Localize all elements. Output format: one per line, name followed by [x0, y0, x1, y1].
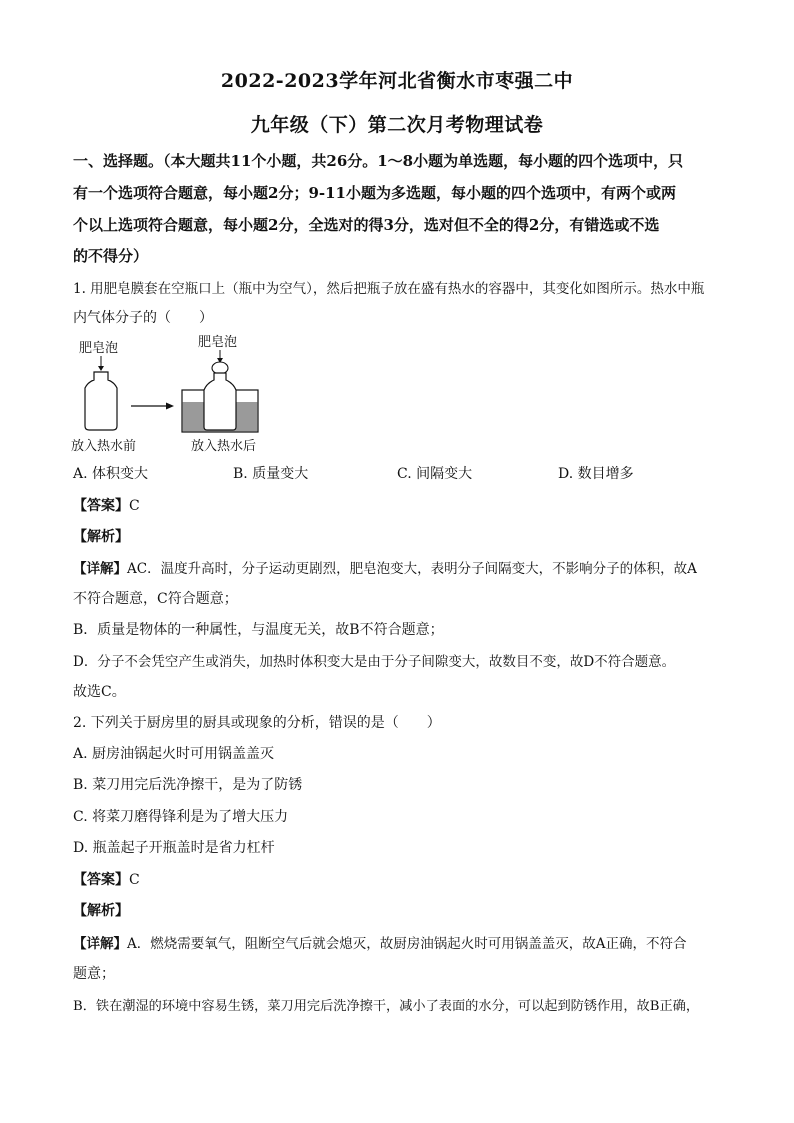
bottle-diagram — [70, 330, 300, 456]
answer-value: C — [129, 872, 140, 888]
q2-option-b: B. 菜刀用完后洗净擦干，是为了防锈 — [73, 777, 303, 793]
q2-detail-line — [73, 932, 723, 952]
exam-title-line1: 2022-2023学年河北省衡水市枣强二中 — [220, 70, 574, 92]
bottle-after-icon — [204, 373, 236, 430]
figure-label-soap-bubble-before: 肥皂泡 — [79, 341, 119, 356]
bottle-before-icon — [85, 372, 117, 430]
q1-stem-line: 1. 用肥皂膜套在空瓶口上（瓶中为空气），然后把瓶子放在盛有热水的容器中，其变化如图所示。热水中瓶 — [73, 281, 705, 297]
q2-detail-line: B．铁在潮湿的环境中容易生锈，菜刀用完后洗净擦干，减小了表面的水分，可以起到防锈作用，故B正确， — [73, 999, 700, 1014]
figure-caption-before: 放入热水前 — [71, 439, 137, 454]
q2-option-d: D. 瓶盖起子开瓶盖时是省力杠杆 — [73, 840, 275, 856]
q2-analysis-tag — [73, 900, 723, 920]
analysis-tag: 【解析】 — [73, 903, 129, 919]
q1-detail-line — [73, 557, 723, 577]
soap-bubble-icon — [212, 362, 228, 374]
q1-option-b: B. 质量变大 — [233, 466, 309, 482]
q1-option-c: C. 间隔变大 — [397, 466, 473, 482]
q1-figure — [70, 330, 300, 456]
answer-tag: 【答案】 — [73, 498, 129, 514]
q2-detail-line: 题意； — [73, 966, 115, 982]
q1-analysis-tag — [73, 526, 723, 546]
q1-answer — [73, 495, 723, 515]
q1-options — [73, 463, 723, 483]
q1-detail-line: 不符合题意，C符合题意； — [73, 591, 238, 607]
q2-stem: 2. 下列关于厨房里的厨具或现象的分析，错误的是（ ） — [73, 715, 441, 731]
figure-caption-after: 放入热水后 — [191, 439, 257, 454]
q1-option-d: D. 数目增多 — [558, 466, 634, 482]
answer-value: C — [129, 498, 140, 514]
detail-text: AC．温度升高时，分子运动更剧烈，肥皂泡变大，表明分子间隔变大，不影响分子的体积，故A — [127, 561, 697, 577]
section-intro-line: 一、选择题。（本大题共11个小题，共26分。1～8小题为单选题，每小题的四个选项中，只 — [73, 152, 684, 170]
answer-tag: 【答案】 — [73, 872, 129, 888]
figure-label-soap-bubble-after: 肥皂泡 — [198, 335, 238, 350]
q1-stem-line: 内气体分子的（ ） — [73, 310, 213, 326]
q1-detail-line: 故选C。 — [73, 684, 126, 700]
q1-detail-line: B．质量是物体的一种属性，与温度无关，故B不符合题意； — [73, 622, 444, 638]
detail-text: A．燃烧需要氧气，阻断空气后就会熄灭，故厨房油锅起火时可用锅盖盖灭，故A正确，不符合 — [127, 936, 687, 952]
section-intro-line: 个以上选项符合题意，每小题2分，全选对的得3分，选对但不全的得2分，有错选或不选 — [73, 216, 660, 234]
detail-tag: 【详解】 — [73, 561, 127, 577]
analysis-tag: 【解析】 — [73, 529, 129, 545]
section-intro-line: 有一个选项符合题意，每小题2分；9-11小题为多选题，每小题的四个选项中，有两个或两 — [73, 184, 676, 202]
q2-answer — [73, 869, 723, 889]
exam-title-line2: 九年级（下）第二次月考物理试卷 — [250, 114, 544, 136]
arrow-right-icon — [166, 403, 174, 410]
q1-option-a: A. 体积变大 — [73, 466, 149, 482]
arrow-head-icon — [98, 366, 104, 371]
q1-detail-line: D．分子不会凭空产生或消失，加热时体积变大是由于分子间隙变大，故数目不变，故D不符合题意。 — [73, 654, 676, 670]
q2-option-c: C. 将菜刀磨得锋利是为了增大压力 — [73, 809, 289, 825]
section-intro-line: 的不得分） — [73, 247, 149, 265]
detail-tag: 【详解】 — [73, 936, 127, 952]
q2-option-a: A. 厨房油锅起火时可用锅盖盖灭 — [73, 746, 275, 762]
